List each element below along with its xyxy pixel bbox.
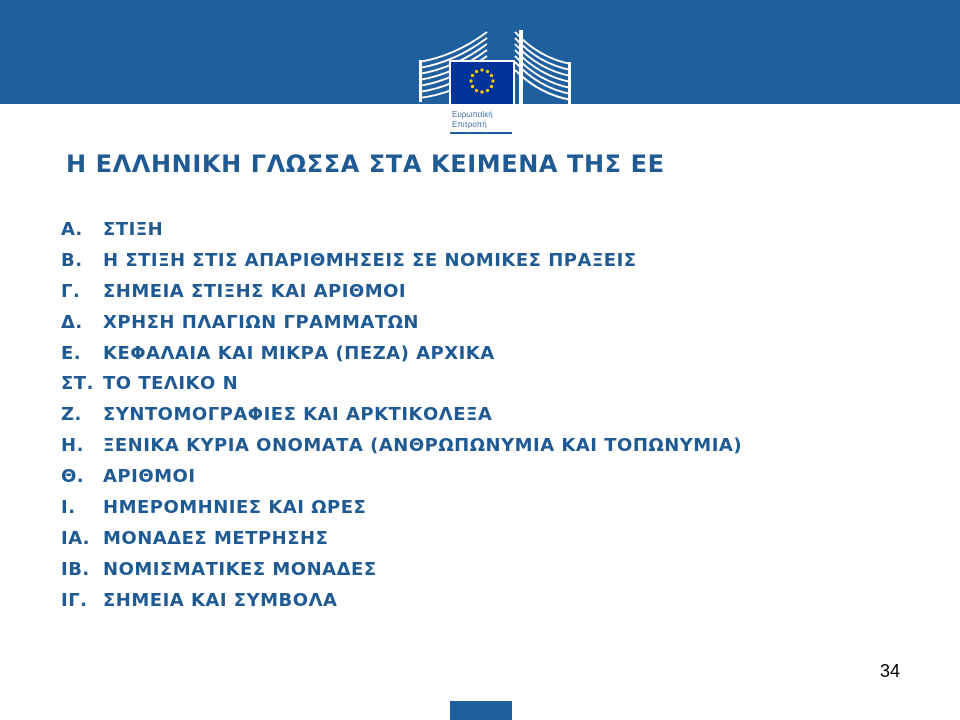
list-item [61, 338, 742, 369]
list-marker: Ε. [61, 342, 82, 364]
list-marker: Β. [61, 249, 83, 271]
list-item [61, 523, 742, 554]
list-item-text: ΧΡΗΣΗ ΠΛΑΓΙΩΝ ΓΡΑΜΜΑΤΩΝ [103, 311, 419, 333]
list-marker: Θ. [61, 466, 85, 488]
list-item-text: ΑΡΙΘΜΟΙ [103, 466, 196, 488]
list-marker: Γ. [61, 280, 81, 302]
list-item-text: ΜΟΝΑΔΕΣ ΜΕΤΡΗΣΗΣ [103, 527, 329, 549]
logo-caption-line1: Ευρωπαϊκή [452, 110, 493, 119]
page-number: 34 [880, 661, 901, 681]
list-item [61, 245, 742, 276]
list-item-text: ΣΤΙΞΗ [103, 218, 164, 240]
list-item-text: ΣΥΝΤΟΜΟΓΡΑΦΙΕΣ ΚΑΙ ΑΡΚΤΙΚΟΛΕΞΑ [103, 404, 493, 426]
list-item [61, 214, 742, 245]
list-item [61, 399, 742, 430]
logo-caption [452, 110, 493, 130]
eu-flag [451, 62, 513, 104]
list-item [61, 276, 742, 307]
list-item [61, 307, 742, 338]
list-marker: Ι. [61, 496, 76, 518]
list-item [61, 554, 742, 585]
list-item-text: ΣΗΜΕΙΑ ΣΤΙΞΗΣ ΚΑΙ ΑΡΙΘΜΟΙ [103, 280, 407, 302]
list-item [61, 492, 742, 523]
list-item-text: ΣΗΜΕΙΑ ΚΑΙ ΣΥΜΒΟΛΑ [103, 589, 338, 611]
list-item [61, 461, 742, 492]
list-item-text: ΚΕΦΑΛΑΙΑ ΚΑΙ ΜΙΚΡΑ (ΠΕΖΑ) ΑΡΧΙΚΑ [103, 342, 495, 364]
list-marker: Η. [61, 435, 84, 457]
list-item-text: ΞΕΝΙΚΑ ΚΥΡΙΑ ΟΝΟΜΑΤΑ (ΑΝΘΡΩΠΩΝΥΜΙΑ ΚΑΙ ΤΟΠΩΝΥΜΙΑ) [103, 435, 743, 457]
slide-title: Η ΕΛΛΗΝΙΚΗ ΓΛΩΣΣΑ ΣΤΑ ΚΕΙΜΕΝΑ ΤΗΣ ΕΕ [66, 150, 665, 178]
list-marker: ΙΑ. [61, 527, 90, 549]
eu-commission-logo [415, 30, 575, 138]
logo-caption-line2: Επιτροπή [452, 120, 487, 129]
footer-tab [450, 701, 512, 720]
list-item [61, 368, 742, 399]
list-item-text: ΗΜΕΡΟΜΗΝΙΕΣ ΚΑΙ ΩΡΕΣ [103, 496, 367, 518]
list-marker: ΙΓ. [61, 589, 88, 611]
list-marker: ΙΒ. [61, 558, 90, 580]
list-marker: Α. [61, 218, 83, 240]
list-item-text: Η ΣΤΙΞΗ ΣΤΙΣ ΑΠΑΡΙΘΜΗΣΕΙΣ ΣΕ ΝΟΜΙΚΕΣ ΠΡΑΞΕΙΣ [103, 249, 637, 271]
list-item-text: ΤΟ ΤΕΛΙΚΟ Ν [103, 373, 239, 395]
building-flag-graphic [415, 30, 575, 138]
contents-list [61, 214, 742, 616]
building-right [515, 32, 571, 100]
list-marker: Δ. [61, 311, 83, 333]
list-item [61, 585, 742, 616]
list-marker: Ζ. [61, 404, 82, 426]
list-item [61, 430, 742, 461]
logo-underline [450, 132, 512, 134]
list-item-text: ΝΟΜΙΣΜΑΤΙΚΕΣ ΜΟΝΑΔΕΣ [103, 558, 377, 580]
list-marker: ΣΤ. [61, 373, 94, 395]
